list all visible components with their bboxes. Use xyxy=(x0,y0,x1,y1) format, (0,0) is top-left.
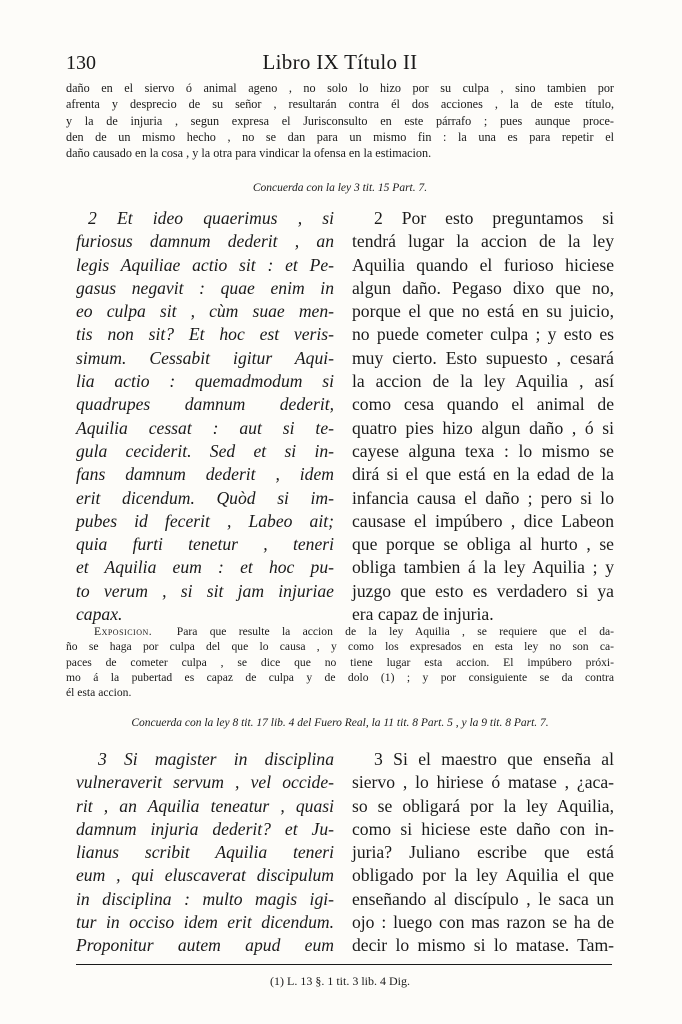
spanish-line: no puede cometer culpa ; y esto es xyxy=(352,324,614,345)
exposition-paragraph xyxy=(66,624,614,700)
spanish-line: la accion de la ley Aquilia , así xyxy=(352,371,614,392)
text-line: ño se haga por culpa del que lo causa , y como los expresados en esta ley no son ca- xyxy=(66,640,614,654)
latin-line: rit , an Aquilia teneatur , quasi xyxy=(76,795,334,816)
latin-line: tis non sit? Et hoc est veris- xyxy=(76,324,334,345)
latin-line: pubes id fecerit , Labeo ait; xyxy=(76,510,334,531)
text-line: él esta accion. xyxy=(66,686,132,700)
page-number: 130 xyxy=(66,52,96,74)
spanish-line: juria? Juliano escribe que está xyxy=(352,842,614,863)
spanish-line: causase el impúbero , dice Labeon xyxy=(352,510,614,531)
spanish-line: quatro pies hizo algun daño , ó si xyxy=(352,417,614,438)
spanish-line: como si hiciese este daño con in- xyxy=(352,818,614,839)
page-header xyxy=(66,50,614,78)
latin-line: lianus scribit Aquilia teneri xyxy=(76,842,334,863)
latin-line: 2 Et ideo quaerimus , si xyxy=(88,208,334,228)
exposition-text: Para que resulte la accion de la ley Aquilia , se requiere que el da- xyxy=(176,625,615,638)
latin-column-section-2 xyxy=(76,207,334,626)
spanish-line: ojo : luego con mas razon se ha de xyxy=(352,912,614,933)
concordance-note-2: Concuerda con la ley 8 tit. 17 lib. 4 del Fuero Real, la 11 tit. 8 Part. 5 , y la 9 tit. 8 Part. 7. xyxy=(131,717,549,729)
spanish-line: obligado por la ley Aquilia el que xyxy=(352,865,614,886)
latin-line: damnum injuria dederit? et Ju- xyxy=(76,818,334,839)
latin-line: eum , qui eluscaverat discipulum xyxy=(76,865,334,886)
spanish-line: juzgo que esto es verdadero si ya xyxy=(352,580,614,601)
latin-line: Aquilia cessat : aut si te- xyxy=(76,417,334,438)
spanish-column-section-2 xyxy=(352,207,614,626)
latin-line: eo culpa sit , cùm suae men- xyxy=(76,301,334,322)
spanish-line: tendrá lugar la accion de la ley xyxy=(352,231,614,252)
spanish-line: cayese alguna texa : lo mismo se xyxy=(352,440,614,461)
spanish-line: dirá si el que está en la edad de la xyxy=(352,464,614,485)
spanish-line: porque el que no está en su juicio, xyxy=(352,301,614,322)
footnote: (1) L. 13 §. 1 tit. 3 lib. 4 Dig. xyxy=(270,974,410,988)
text-line: daño en el siervo ó animal ageno , no solo lo hizo por su culpa , sino tambien por xyxy=(66,81,614,95)
latin-line: gula ceciderit. Sed et si in- xyxy=(76,440,334,461)
running-title: Libro IX Título II xyxy=(262,50,418,74)
latin-line: quadrupes damnum dederit, xyxy=(76,394,334,415)
latin-line: gasus negavit : quae enim in xyxy=(76,277,334,298)
spanish-line: Aquilia quando el furioso hiciese xyxy=(352,254,614,275)
spanish-line: algun daño. Pegaso dixo que no, xyxy=(352,277,614,298)
text-line: mo á la pubertad es capaz de culpa y de dolo (1) ; y por consiguiente se da contra xyxy=(66,670,614,684)
spanish-line: como cesa quando el animal de xyxy=(352,394,614,415)
latin-line: tur in occiso idem erit dicendum. xyxy=(76,912,334,933)
spanish-line: que porque se obliga al hurto , se xyxy=(352,534,614,555)
latin-line: simum. Cessabit igitur Aqui- xyxy=(76,347,334,368)
spanish-line: so se obligará por la ley Aquilia, xyxy=(352,795,614,816)
spanish-line: siervo , lo hiriese ó matase , ¿aca- xyxy=(352,772,614,793)
text-line: den de un mismo hecho , no se dan para un mismo fin : la una es para repetir el xyxy=(66,129,614,144)
latin-line: vulneraverit servum , vel occide- xyxy=(76,772,334,793)
text-line: daño causado en la cosa , y la otra para vindicar la ofensa en la estimacion. xyxy=(66,146,432,161)
spanish-column-section-3 xyxy=(352,748,614,958)
latin-line: et Aquilia eum : et hoc pu- xyxy=(76,557,334,578)
text-line: y la de injuria , segun expresa el Jurisconsulto en este párrafo ; pues aunque proce- xyxy=(66,113,614,128)
spanish-line: 2 Por esto preguntamos si xyxy=(374,208,614,228)
latin-line: capax. xyxy=(76,604,123,625)
spanish-line: era capaz de injuria. xyxy=(352,604,494,625)
spanish-line: muy cierto. Esto supuesto , cesará xyxy=(352,347,614,368)
text-line: paces de cometer culpa , se dice que no tiene lugar esta accion. El impúbero próxi- xyxy=(66,655,614,669)
spanish-line: infancia causa el daño ; pero si lo xyxy=(352,487,614,508)
latin-line: 3 Si magister in disciplina xyxy=(98,749,334,769)
concordance-note-1: Concuerda con la ley 3 tit. 15 Part. 7. xyxy=(252,182,428,194)
latin-line: quia furti tenetur , teneri xyxy=(76,534,334,555)
latin-line: fans damnum dederit , idem xyxy=(76,464,334,485)
exposition-label: Exposicion. xyxy=(94,625,153,638)
latin-line: to verum , si sit jam injuriae xyxy=(76,580,334,601)
text-line xyxy=(66,624,614,639)
spanish-line: 3 Si el maestro que enseña al xyxy=(374,749,614,769)
latin-line: legis Aquiliae actio sit : et Pe- xyxy=(76,254,334,275)
text-line: afrenta y desprecio de su señor , resultarán contra él dos acciones , la de este título, xyxy=(66,97,614,112)
latin-line: Proponitur autem apud eum xyxy=(76,935,334,956)
latin-line: erit dicendum. Quòd si im- xyxy=(76,487,334,508)
latin-column-section-3 xyxy=(76,748,334,958)
intro-paragraph xyxy=(66,80,614,161)
footnote-divider xyxy=(76,964,612,965)
spanish-line: decir lo mismo si lo matase. Tam- xyxy=(352,935,614,956)
latin-line: in disciplina : multo magis igi- xyxy=(76,888,334,909)
spanish-line: obliga tambien á la ley Aquilia ; y xyxy=(352,557,614,578)
latin-line: lia actio : quemadmodum si xyxy=(76,371,334,392)
spanish-line: enseñando al discípulo , le saca un xyxy=(352,888,614,909)
latin-line: furiosus damnum dederit , an xyxy=(76,231,334,252)
